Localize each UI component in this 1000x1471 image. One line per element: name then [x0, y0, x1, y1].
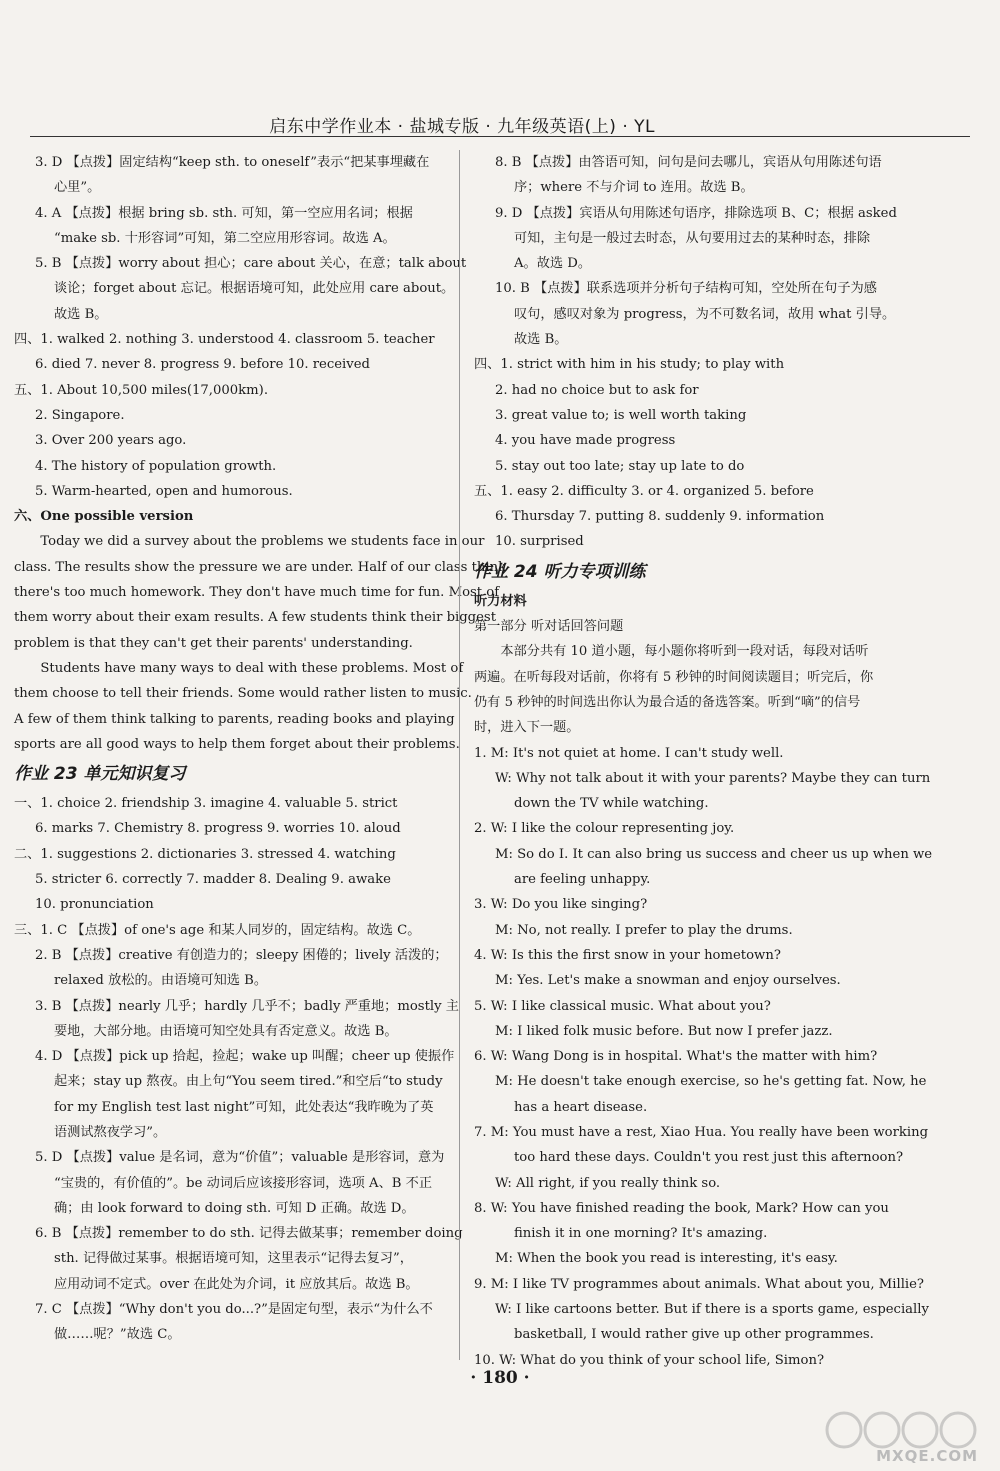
- right-column-line: 五、1. easy 2. difficulty 3. or 4. organized 5. before: [474, 483, 814, 499]
- right-column-line: 故选 B。: [514, 332, 568, 348]
- left-column-line: 谈论；forget about 忘记。根据语境可知，此处应用 care about。: [54, 281, 455, 297]
- left-column-line: Students have many ways to deal with these problems. Most of: [40, 660, 464, 676]
- right-column-line: 3. W: Do you like singing?: [474, 897, 648, 913]
- left-column-line: 5. B 【点拨】worry about 担心；care about 关心，在意；talk about: [35, 256, 467, 272]
- left-column-line: 5. stricter 6. correctly 7. madder 8. Dealing 9. awake: [35, 872, 391, 888]
- right-column-line: 10. surprised: [495, 534, 584, 550]
- right-column-line: 9. D 【点拨】宾语从句用陈述句语序，排除选项 B、C；根据 asked: [495, 205, 897, 221]
- right-column-line: 10. W: What do you think of your school life, Simon?: [474, 1352, 825, 1368]
- right-column-line: 四、1. strict with him in his study; to play with: [474, 357, 785, 373]
- right-column-line: 8. B 【点拨】由答语可知，问句是问去哪儿，宾语从句用陈述句语: [495, 155, 882, 170]
- left-column-line: sth. 记得做过某事。根据语境可知，这里表示“记得去复习”，: [54, 1251, 413, 1267]
- left-column-line: 六、One possible version: [14, 509, 194, 525]
- right-column-line: M: Yes. Let's make a snowman and enjoy ourselves.: [495, 973, 841, 989]
- left-column-line: Today we did a survey about the problems we students face in our: [40, 534, 485, 550]
- left-column-line: 三、1. C 【点拨】of one's age 和某人同岁的，固定结构。故选 C。: [14, 922, 421, 938]
- left-column-line: there's too much homework. They don't have much time for fun. Most of: [14, 585, 500, 601]
- right-column-line: 1. M: It's not quiet at home. I can't study well.: [474, 745, 784, 761]
- left-column-line: “make sb. 十形容词”可知，第二空应用形容词。故选 A。: [54, 230, 396, 246]
- left-column-line: 起来；stay up 熬夜。由上句“You seem tired.”和空后“to study: [54, 1074, 443, 1090]
- left-column-line: 6. died 7. never 8. progress 9. before 10. received: [35, 357, 370, 373]
- right-column-line: 本部分共有 10 道小题，每小题你将听到一段对话，每段对话听: [500, 644, 869, 660]
- header-rule: [30, 136, 970, 137]
- left-column-line: 5. Warm-hearted, open and humorous.: [35, 483, 293, 499]
- right-column-line: 10. B 【点拨】联系选项并分析句子结构可知，空处所在句子为感: [495, 281, 877, 297]
- left-column-line: 7. C 【点拨】“Why don't you do...?”是固定句型，表示“为什么不: [35, 1302, 433, 1318]
- left-column-line: 故选 B。: [54, 306, 108, 322]
- right-column-line: 时，进入下一题。: [474, 720, 580, 736]
- right-column-line: 两遍。在听每段对话前，你将有 5 秒钟的时间阅读题目；听完后，你: [474, 669, 874, 685]
- left-column-line: 4. A 【点拨】根据 bring sb. sth. 可知，第一空应用名词；根据: [35, 205, 413, 221]
- left-column-line: 一、1. choice 2. friendship 3. imagine 4. valuable 5. strict: [14, 796, 398, 812]
- right-column-line: down the TV while watching.: [514, 796, 709, 812]
- right-column-line: 8. W: You have finished reading the book, Mark? How can you: [474, 1200, 889, 1216]
- right-column-line: 仍有 5 秒钟的时间选出你认为最合适的备选答案。听到“嘀”的信号: [474, 694, 861, 710]
- page-number: · 180 ·: [470, 1368, 530, 1388]
- left-column-line: 5. D 【点拨】value 是名词，意为“价值”；valuable 是形容词，意为: [35, 1150, 445, 1166]
- right-column-line: 5. stay out too late; stay up late to do: [495, 458, 745, 474]
- right-column-line: W: Why not talk about it with your parents? Maybe they can turn: [495, 770, 931, 786]
- right-column-line: 4. W: Is this the first snow in your hometown?: [474, 947, 781, 963]
- right-column-line: M: So do I. It can also bring us success and cheer us up when we: [495, 846, 933, 862]
- left-column-line: 3. B 【点拨】nearly 几乎；hardly 几乎不；badly 严重地；mostly 主: [35, 998, 459, 1014]
- left-column-line: 五、1. About 10,500 miles(17,000km).: [14, 382, 269, 398]
- right-column-line: 可知，主句是一般过去时态，从句要用过去的某种时态，排除: [514, 230, 871, 246]
- right-column-line: 序；where 不与介词 to 连用。故选 B。: [514, 180, 754, 196]
- right-column-line: 6. W: Wang Dong is in hospital. What's the matter with him?: [474, 1049, 878, 1065]
- left-column-line: 3. D 【点拨】固定结构“keep sth. to oneself”表示“把某事埋藏在: [35, 155, 430, 170]
- left-column-line: relaxed 放松的。由语境可知选 B。: [54, 973, 268, 989]
- left-column-line: 6. B 【点拨】remember to do sth. 记得去做某事；remember doing: [35, 1226, 463, 1242]
- right-column-line: M: He doesn't take enough exercise, so he's getting fat. Now, he: [495, 1074, 927, 1090]
- left-column-line: 要地，大部分地。由语境可知空处具有否定意义。故选 B。: [54, 1023, 398, 1039]
- watermark-text: MXQE.COM: [876, 1447, 978, 1465]
- right-column-line: M: No, not really. I prefer to play the drums.: [495, 922, 793, 938]
- right-column-line: 6. Thursday 7. putting 8. suddenly 9. information: [495, 509, 825, 525]
- right-column-line: 3. great value to; is well worth taking: [495, 407, 747, 423]
- left-column-line: sports are all good ways to help them forget about their problems.: [14, 736, 460, 752]
- right-column-line: 第一部分 听对话回答问题: [474, 619, 624, 635]
- left-column-line: 4. D 【点拨】pick up 拾起，捡起；wake up 叫醒；cheer up 使振作: [35, 1049, 455, 1065]
- left-column-line: class. The results show the pressure we are under. Half of our class think: [14, 559, 507, 575]
- section-heading: 作业 24 听力专项训练: [474, 561, 646, 582]
- left-column-line: them choose to tell their friends. Some would rather listen to music.: [14, 686, 472, 702]
- left-column-line: 2. Singapore.: [35, 407, 125, 423]
- right-column-line: M: When the book you read is interesting, it's easy.: [495, 1251, 838, 1267]
- right-column-line: has a heart disease.: [514, 1099, 648, 1115]
- left-column-line: 4. The history of population growth.: [35, 458, 277, 474]
- right-column-line: W: I like cartoons better. But if there is a sports game, especially: [495, 1302, 929, 1318]
- right-column-line: 2. W: I like the colour representing joy.: [474, 821, 735, 837]
- left-column-line: them worry about their exam results. A few students think their biggest: [14, 610, 497, 626]
- right-column-line: 5. W: I like classical music. What about you?: [474, 998, 771, 1014]
- right-column-line: W: All right, if you really think so.: [495, 1175, 721, 1191]
- right-column-line: 9. M: I like TV programmes about animals. What about you, Millie?: [474, 1276, 924, 1292]
- left-column-line: 应用动词不定式。over 在此处为介词，it 应放其后。故选 B。: [54, 1276, 419, 1292]
- right-column-line: basketball, I would rather give up other programmes.: [514, 1327, 874, 1343]
- left-column-line: 二、1. suggestions 2. dictionaries 3. stressed 4. watching: [14, 846, 396, 862]
- left-column-line: 语测试熬夜学习”。: [54, 1124, 167, 1140]
- right-column-line: 4. you have made progress: [495, 433, 676, 449]
- right-column-line: 听力材料: [474, 593, 527, 609]
- left-column-line: for my English test last night”可知，此处表达“我昨晚为了英: [54, 1099, 434, 1115]
- right-column-line: too hard these days. Couldn't you rest just this afternoon?: [514, 1150, 904, 1166]
- right-column-line: finish it in one morning? It's amazing.: [514, 1226, 768, 1242]
- left-column-line: 心里”。: [54, 180, 101, 196]
- right-column-line: 7. M: You must have a rest, Xiao Hua. You really have been working: [474, 1124, 929, 1140]
- left-column-line: A few of them think talking to parents, reading books and playing: [14, 711, 455, 727]
- left-column-line: “宝贵的，有价值的”。be 动词后应该接形容词，选项 A、B 不正: [54, 1175, 433, 1191]
- column-divider: [459, 150, 460, 1360]
- left-column-line: 2. B 【点拨】creative 有创造力的；sleepy 困倦的；lively 活泼的；: [35, 947, 448, 963]
- right-column-line: M: I liked folk music before. But now I prefer jazz.: [495, 1023, 833, 1039]
- left-column-line: 四、1. walked 2. nothing 3. understood 4. classroom 5. teacher: [14, 332, 435, 348]
- right-column-line: A。故选 D。: [514, 256, 592, 272]
- left-column-line: 确；由 look forward to doing sth. 可知 D 正确。故选 D。: [54, 1200, 415, 1216]
- right-column-line: 2. had no choice but to ask for: [495, 382, 699, 398]
- section-heading: 作业 23 单元知识复习: [14, 764, 186, 785]
- left-column-line: 做……呢？”故选 C。: [54, 1327, 181, 1343]
- left-column-line: 3. Over 200 years ago.: [35, 433, 187, 449]
- left-column-line: 10. pronunciation: [35, 897, 154, 913]
- header-title: 启东中学作业本 · 盐城专版 · 九年级英语(上) · YL: [269, 117, 655, 137]
- right-column-line: are feeling unhappy.: [514, 872, 651, 888]
- right-column: [474, 150, 933, 1373]
- left-column-line: 6. marks 7. Chemistry 8. progress 9. worries 10. aloud: [35, 821, 401, 837]
- left-column-line: problem is that they can't get their parents' understanding.: [14, 635, 413, 651]
- right-column-line: 叹句，感叹对象为 progress，为不可数名词，故用 what 引导。: [514, 306, 896, 322]
- page-header: [0, 0, 1000, 140]
